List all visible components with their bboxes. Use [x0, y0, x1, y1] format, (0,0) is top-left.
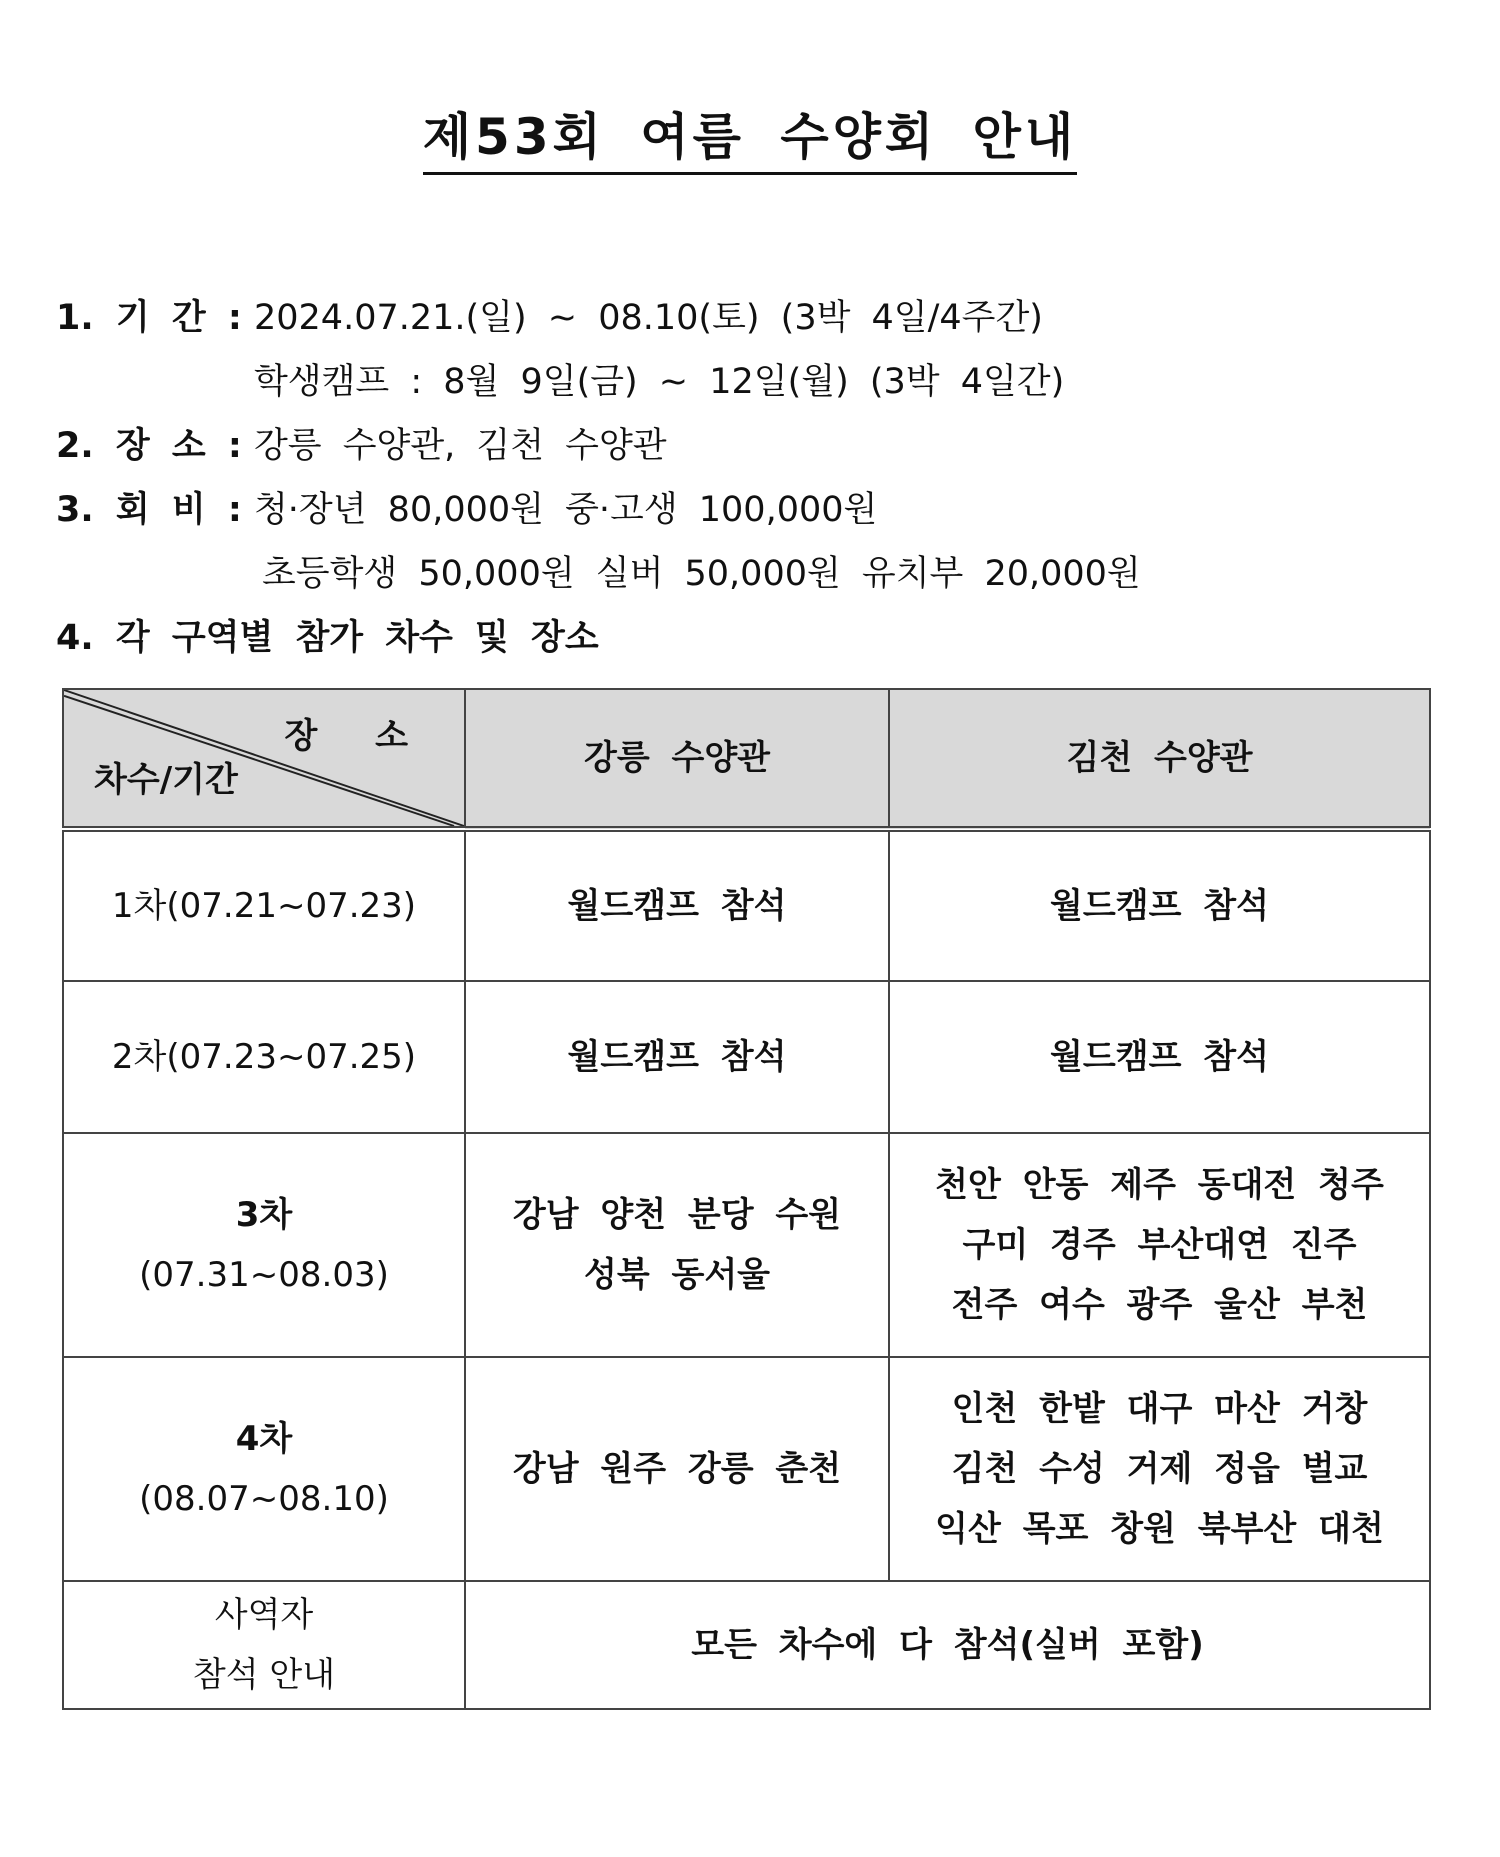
- place-value: 강릉 수양관, 김천 수양관: [254, 426, 667, 466]
- region-line: 구미 경주 부산대연 진주: [962, 1225, 1357, 1265]
- period-line: [56, 296, 1043, 340]
- corner-cell: [63, 689, 465, 829]
- staff-notice-cell: 모든 차수에 다 참석(실버 포함): [465, 1581, 1430, 1709]
- session-dates: (07.31~08.03): [139, 1255, 389, 1295]
- column-header-gangneung: 강릉 수양관: [465, 689, 889, 829]
- gimcheon-cell: [889, 1133, 1430, 1357]
- student-camp-line: 학생캠프 : 8월 9일(금) ~ 12일(월) (3박 4일간): [254, 362, 1065, 402]
- region-line: 전주 여수 광주 울산 부천: [951, 1285, 1368, 1325]
- fee-line: [56, 488, 877, 532]
- gimcheon-cell: 월드캠프 참석: [889, 829, 1430, 981]
- document-title-text: 제53회 여름 수양회 안내: [423, 108, 1078, 175]
- gangneung-cell: 강남 원주 강릉 춘천: [465, 1357, 889, 1581]
- session-number: 3차: [235, 1195, 293, 1235]
- period-label: 1. 기 간 :: [56, 298, 242, 338]
- region-line: 김천 수성 거제 정읍 벌교: [951, 1449, 1368, 1489]
- region-line: 천안 안동 제주 동대전 청주: [935, 1165, 1384, 1205]
- session-period-cell: [63, 1133, 465, 1357]
- corner-place-label: 장 소: [284, 716, 426, 756]
- region-line: 익산 목포 창원 북부산 대천: [935, 1509, 1384, 1549]
- gangneung-cell: 월드캠프 참석: [465, 981, 889, 1133]
- session-dates: (08.07~08.10): [139, 1479, 389, 1519]
- session-number: 4차: [235, 1419, 293, 1459]
- region-line: 성북 동서울: [583, 1255, 771, 1295]
- document-title: [0, 108, 1500, 175]
- region-line: 강남 양천 분당 수원: [512, 1195, 842, 1235]
- place-line: [56, 424, 667, 468]
- table-row: [63, 1581, 1430, 1709]
- gimcheon-cell: 월드캠프 참석: [889, 981, 1430, 1133]
- staff-label-line: 참석 안내: [192, 1655, 336, 1695]
- column-header-gimcheon: 김천 수양관: [889, 689, 1430, 829]
- period-value: 2024.07.21.(일) ~ 08.10(토) (3박 4일/4주간): [254, 298, 1043, 338]
- table-row: [63, 829, 1430, 981]
- fee-label: 3. 회 비 :: [56, 490, 242, 530]
- zones-table: [62, 688, 1431, 1710]
- session-period-cell: 2차(07.23~07.25): [63, 981, 465, 1133]
- gangneung-cell: 월드캠프 참석: [465, 829, 889, 981]
- session-period-cell: [63, 1357, 465, 1581]
- table-row: [63, 1357, 1430, 1581]
- staff-label-cell: [63, 1581, 465, 1709]
- place-label: 2. 장 소 :: [56, 426, 242, 466]
- staff-label-line: 사역자: [214, 1595, 314, 1635]
- table-row: [63, 981, 1430, 1133]
- gimcheon-cell: [889, 1357, 1430, 1581]
- fee-value: 청·장년 80,000원 중·고생 100,000원: [254, 490, 878, 530]
- table-header-row: [63, 689, 1430, 829]
- fee-continued-line: 초등학생 50,000원 실버 50,000원 유치부 20,000원: [262, 554, 1141, 594]
- region-line: 인천 한밭 대구 마산 거창: [951, 1389, 1368, 1429]
- corner-session-label: 차수/기간: [94, 760, 238, 800]
- zones-heading: 4. 각 구역별 참가 차수 및 장소: [56, 618, 599, 658]
- table-row: [63, 1133, 1430, 1357]
- session-period-cell: 1차(07.21~07.23): [63, 829, 465, 981]
- gangneung-cell: [465, 1133, 889, 1357]
